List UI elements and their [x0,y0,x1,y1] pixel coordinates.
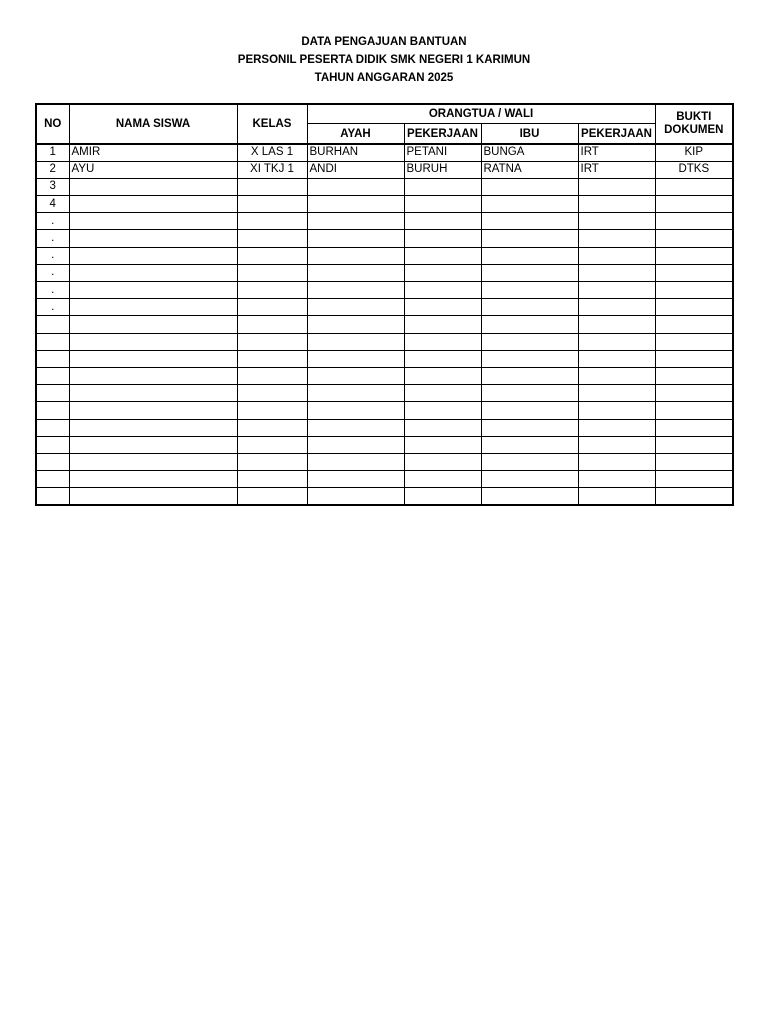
cell-ayah [307,436,404,453]
cell-pekerjaan-ayah: BURUH [404,161,481,178]
cell-ibu [481,367,578,384]
cell-pekerjaan-ayah [404,282,481,299]
cell-pekerjaan-ayah [404,385,481,402]
cell-nama-siswa [69,264,237,281]
table-row [36,178,733,195]
cell-no: . [36,264,69,281]
cell-nama-siswa: AYU [69,161,237,178]
cell-pekerjaan-ayah [404,333,481,350]
cell-kelas [237,316,307,333]
header-orangtua-wali: ORANGTUA / WALI [307,104,655,124]
table-row [36,299,733,316]
header-ayah: AYAH [307,124,404,145]
cell-ayah: ANDI [307,161,404,178]
table-row [36,282,733,299]
cell-bukti-dokumen [655,333,733,350]
cell-ibu [481,316,578,333]
cell-pekerjaan-ayah [404,299,481,316]
table-row [36,402,733,419]
cell-ibu [481,436,578,453]
cell-ayah [307,471,404,488]
cell-pekerjaan-ayah [404,471,481,488]
cell-no: 4 [36,196,69,213]
document-title [0,33,768,87]
cell-bukti-dokumen [655,299,733,316]
cell-bukti-dokumen [655,350,733,367]
cell-ayah [307,196,404,213]
cell-pekerjaan-ibu [578,178,655,195]
cell-pekerjaan-ayah [404,213,481,230]
cell-pekerjaan-ibu: IRT [578,161,655,178]
cell-no [36,488,69,505]
cell-ayah [307,299,404,316]
cell-kelas: X LAS 1 [237,144,307,161]
cell-pekerjaan-ibu [578,333,655,350]
cell-pekerjaan-ayah [404,316,481,333]
table-row [36,247,733,264]
header-kelas: KELAS [237,104,307,144]
cell-no: . [36,299,69,316]
cell-pekerjaan-ayah [404,453,481,470]
cell-pekerjaan-ibu: IRT [578,144,655,161]
cell-ibu: BUNGA [481,144,578,161]
cell-pekerjaan-ayah [404,419,481,436]
cell-nama-siswa [69,178,237,195]
cell-nama-siswa [69,471,237,488]
cell-kelas [237,436,307,453]
table-row [36,488,733,505]
cell-kelas [237,419,307,436]
cell-no [36,385,69,402]
cell-ibu [481,299,578,316]
cell-bukti-dokumen: KIP [655,144,733,161]
cell-nama-siswa [69,385,237,402]
cell-pekerjaan-ibu [578,488,655,505]
cell-kelas [237,213,307,230]
cell-kelas [237,247,307,264]
cell-bukti-dokumen [655,282,733,299]
table-row [36,436,733,453]
cell-bukti-dokumen [655,316,733,333]
table-row [36,196,733,213]
cell-nama-siswa [69,230,237,247]
cell-ibu [481,419,578,436]
table-row [36,264,733,281]
table-row [36,453,733,470]
cell-no [36,367,69,384]
cell-ayah [307,282,404,299]
header-nama-siswa: NAMA SISWA [69,104,237,144]
cell-pekerjaan-ibu [578,264,655,281]
cell-ayah [307,213,404,230]
cell-ibu [481,282,578,299]
cell-ibu [481,178,578,195]
cell-bukti-dokumen [655,471,733,488]
cell-ayah [307,178,404,195]
cell-pekerjaan-ibu [578,282,655,299]
cell-kelas [237,385,307,402]
header-no: NO [36,104,69,144]
cell-pekerjaan-ibu [578,419,655,436]
cell-kelas [237,488,307,505]
cell-pekerjaan-ayah [404,350,481,367]
cell-pekerjaan-ayah [404,247,481,264]
cell-no [36,350,69,367]
cell-ibu [481,264,578,281]
cell-pekerjaan-ayah [404,196,481,213]
cell-ayah [307,453,404,470]
cell-no: 3 [36,178,69,195]
cell-nama-siswa [69,247,237,264]
cell-nama-siswa [69,436,237,453]
cell-ayah [307,402,404,419]
table-row [36,367,733,384]
cell-no [36,419,69,436]
cell-pekerjaan-ibu [578,350,655,367]
cell-no: . [36,213,69,230]
cell-ayah [307,419,404,436]
cell-nama-siswa [69,367,237,384]
cell-kelas [237,367,307,384]
cell-pekerjaan-ibu [578,196,655,213]
cell-kelas [237,282,307,299]
cell-pekerjaan-ibu [578,402,655,419]
cell-pekerjaan-ibu [578,230,655,247]
cell-kelas [237,453,307,470]
cell-no [36,453,69,470]
cell-ayah [307,316,404,333]
cell-kelas [237,230,307,247]
cell-no: . [36,247,69,264]
cell-nama-siswa [69,488,237,505]
table-row [36,333,733,350]
table-row [36,230,733,247]
cell-kelas [237,264,307,281]
header-pekerjaan-ibu: PEKERJAAN [578,124,655,145]
cell-bukti-dokumen [655,196,733,213]
cell-nama-siswa [69,350,237,367]
cell-bukti-dokumen: DTKS [655,161,733,178]
cell-bukti-dokumen [655,247,733,264]
cell-bukti-dokumen [655,367,733,384]
cell-ayah [307,488,404,505]
cell-pekerjaan-ibu [578,471,655,488]
cell-pekerjaan-ayah [404,230,481,247]
cell-ayah [307,367,404,384]
table-row [36,144,733,161]
cell-no [36,471,69,488]
table-body [36,144,733,505]
cell-ibu [481,471,578,488]
cell-no [36,333,69,350]
cell-ibu [481,247,578,264]
table-row [36,385,733,402]
cell-bukti-dokumen [655,213,733,230]
cell-nama-siswa [69,333,237,350]
cell-ayah [307,264,404,281]
header-pekerjaan-ayah: PEKERJAAN [404,124,481,145]
cell-pekerjaan-ibu [578,436,655,453]
cell-pekerjaan-ayah [404,178,481,195]
cell-ayah [307,350,404,367]
cell-pekerjaan-ibu [578,316,655,333]
cell-no: 1 [36,144,69,161]
cell-pekerjaan-ayah [404,402,481,419]
cell-kelas [237,196,307,213]
cell-bukti-dokumen [655,230,733,247]
cell-nama-siswa [69,299,237,316]
cell-ayah [307,385,404,402]
cell-ibu [481,385,578,402]
cell-ibu [481,196,578,213]
cell-bukti-dokumen [655,385,733,402]
cell-pekerjaan-ayah [404,436,481,453]
header-bukti-dokumen: BUKTI DOKUMEN [655,104,733,144]
cell-ibu: RATNA [481,161,578,178]
cell-kelas [237,471,307,488]
cell-kelas [237,402,307,419]
cell-nama-siswa [69,196,237,213]
cell-kelas [237,350,307,367]
table-row [36,316,733,333]
cell-ibu [481,333,578,350]
title-line-3: TAHUN ANGGARAN 2025 [314,72,454,84]
cell-nama-siswa [69,282,237,299]
cell-pekerjaan-ibu [578,299,655,316]
cell-bukti-dokumen [655,402,733,419]
cell-ibu [481,453,578,470]
cell-no: . [36,282,69,299]
cell-kelas: XI TKJ 1 [237,161,307,178]
cell-pekerjaan-ibu [578,367,655,384]
cell-no [36,316,69,333]
cell-bukti-dokumen [655,178,733,195]
cell-pekerjaan-ibu [578,385,655,402]
cell-bukti-dokumen [655,453,733,470]
cell-pekerjaan-ibu [578,453,655,470]
cell-nama-siswa: AMIR [69,144,237,161]
cell-ibu [481,488,578,505]
cell-pekerjaan-ibu [578,213,655,230]
cell-pekerjaan-ayah [404,488,481,505]
cell-pekerjaan-ayah: PETANI [404,144,481,161]
cell-nama-siswa [69,402,237,419]
cell-ibu [481,350,578,367]
cell-ayah [307,230,404,247]
cell-no [36,436,69,453]
cell-kelas [237,178,307,195]
cell-nama-siswa [69,316,237,333]
cell-bukti-dokumen [655,419,733,436]
cell-nama-siswa [69,213,237,230]
table-row [36,213,733,230]
header-ibu: IBU [481,124,578,145]
cell-no: 2 [36,161,69,178]
cell-pekerjaan-ayah [404,367,481,384]
cell-ayah: BURHAN [307,144,404,161]
cell-ayah [307,333,404,350]
cell-no [36,402,69,419]
cell-ibu [481,230,578,247]
cell-pekerjaan-ayah [404,264,481,281]
data-table [35,103,734,506]
cell-bukti-dokumen [655,436,733,453]
title-line-1: DATA PENGAJUAN BANTUAN [301,36,467,48]
cell-ayah [307,247,404,264]
cell-bukti-dokumen [655,264,733,281]
table-row [36,350,733,367]
cell-pekerjaan-ibu [578,247,655,264]
cell-nama-siswa [69,419,237,436]
title-line-2: PERSONIL PESERTA DIDIK SMK NEGERI 1 KARIMUN [237,54,531,66]
table-row [36,419,733,436]
cell-nama-siswa [69,453,237,470]
table-row [36,471,733,488]
cell-ibu [481,213,578,230]
cell-ibu [481,402,578,419]
cell-kelas [237,299,307,316]
cell-no: . [36,230,69,247]
table-row [36,161,733,178]
cell-bukti-dokumen [655,488,733,505]
cell-kelas [237,333,307,350]
